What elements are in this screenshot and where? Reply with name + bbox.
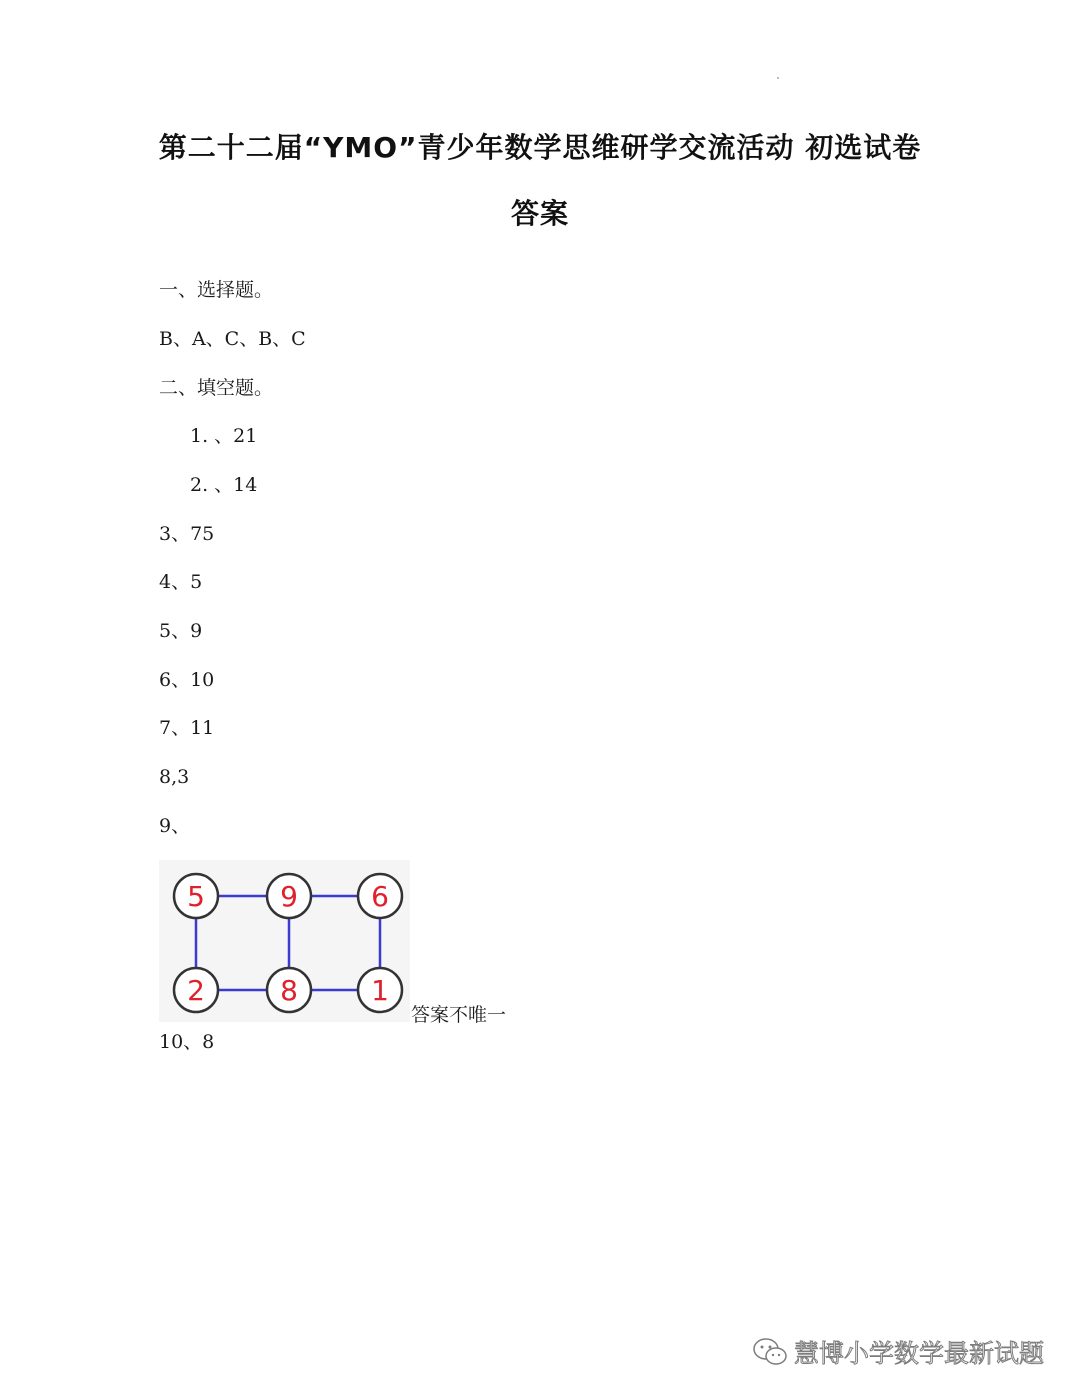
number-grid-diagram [159, 860, 410, 1022]
choice-heading: 一、选择题。 [159, 279, 274, 301]
node-number: 2 [187, 974, 205, 1007]
node-number: 5 [187, 880, 205, 913]
node-number: 1 [371, 974, 389, 1007]
wechat-icon [752, 1337, 788, 1367]
watermark [752, 1334, 1044, 1370]
node-number: 9 [280, 880, 298, 913]
answer-4: 4、5 [159, 571, 203, 593]
answer-9: 9、 [159, 815, 191, 837]
choice-answers: B、A、C、B、C [159, 328, 306, 350]
node-number: 6 [371, 880, 389, 913]
answer-not-unique-note: 答案不唯一 [411, 1004, 507, 1026]
fill-heading: 二、填空题。 [159, 377, 274, 399]
watermark-text: 慧博小学数学最新试题 [793, 1339, 1044, 1368]
answer-3: 3、75 [159, 523, 215, 545]
answer-10: 10、8 [159, 1031, 215, 1053]
answer-5: 5、9 [159, 620, 203, 642]
answer-7: 7、11 [159, 717, 215, 739]
page-title: 第二十二届“YMO”青少年数学思维研学交流活动 初选试卷 [158, 131, 922, 164]
grid-svg [159, 860, 410, 1022]
node-number: 8 [280, 974, 298, 1007]
answer-6: 6、10 [159, 669, 215, 691]
speck [777, 77, 779, 79]
answer-2: 2. 、14 [190, 474, 258, 496]
answer-1: 1. 、21 [190, 425, 258, 447]
page-subtitle: 答案 [510, 197, 569, 230]
answer-8: 8,3 [159, 766, 190, 788]
